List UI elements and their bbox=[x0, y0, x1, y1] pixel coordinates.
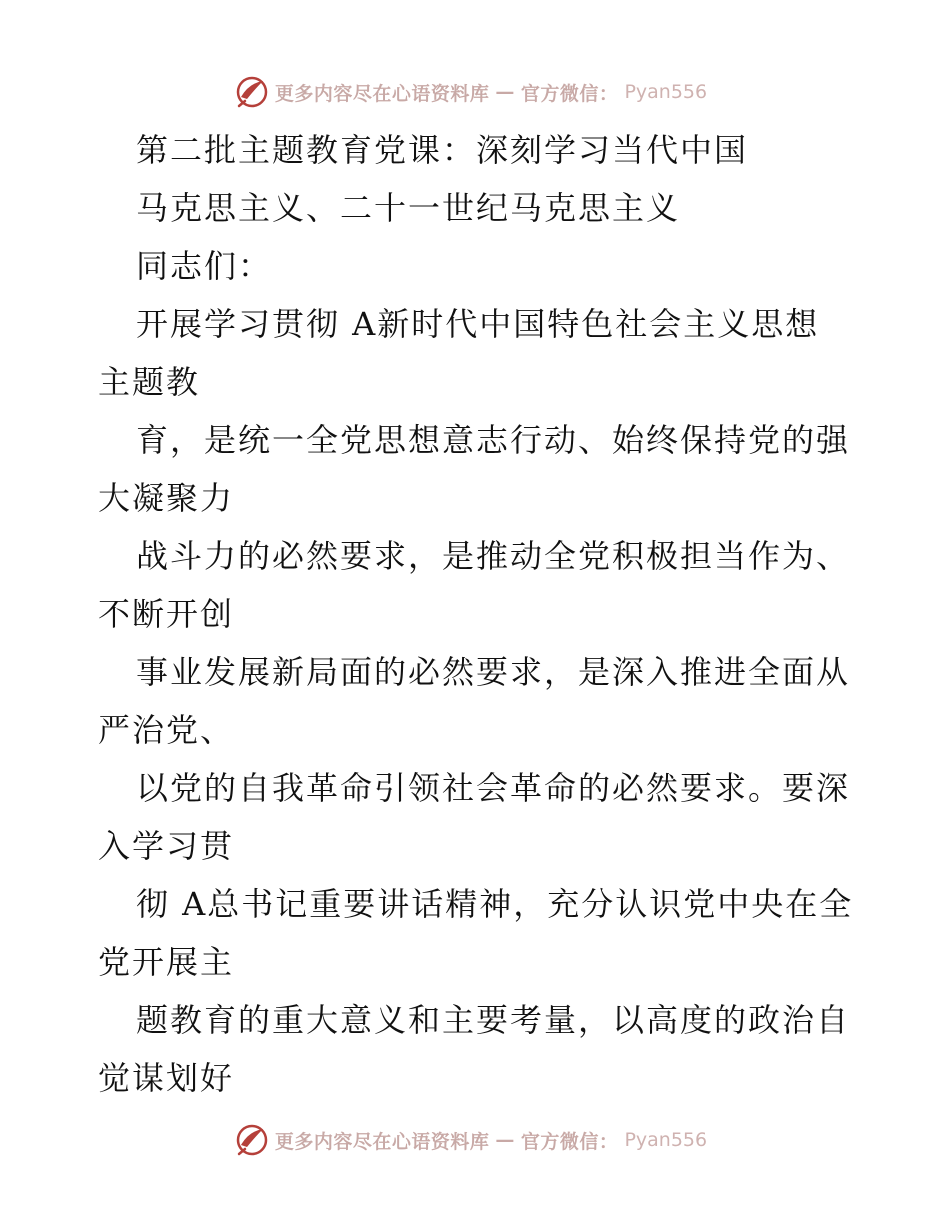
watermark-group bbox=[235, 75, 707, 109]
watermark-wechat-id: Pyan556 bbox=[624, 81, 708, 103]
body-line: 主题教 bbox=[98, 363, 201, 401]
watermark-dash: — bbox=[495, 81, 515, 103]
body-line: 彻 A总书记重要讲话精神，充分认识党中央在全 bbox=[136, 885, 854, 923]
document-title-line-2: 马克思主义、二十一世纪马克思主义 bbox=[136, 189, 681, 227]
watermark-dash: — bbox=[495, 1129, 515, 1151]
watermark-group bbox=[235, 1123, 707, 1157]
document-title-line-1: 第二批主题教育党课：深刻学习当代中国 bbox=[136, 131, 749, 169]
body-line: 以党的自我革命引领社会革命的必然要求。要深 bbox=[136, 769, 851, 807]
watermark-wechat-id: Pyan556 bbox=[624, 1129, 708, 1151]
body-line: 育，是统一全党思想意志行动、始终保持党的强 bbox=[136, 421, 851, 459]
body-line: 入学习贯 bbox=[98, 827, 235, 865]
watermark-site-text: 更多内容尽在心语资料库 bbox=[274, 82, 490, 105]
body-line: 不断开创 bbox=[98, 595, 235, 633]
watermark-site-text: 更多内容尽在心语资料库 bbox=[274, 1130, 490, 1153]
body-line: 党开展主 bbox=[98, 943, 235, 981]
body-line: 战斗力的必然要求，是推动全党积极担当作为、 bbox=[136, 537, 851, 575]
paragraph-body bbox=[98, 295, 858, 1107]
watermark-header bbox=[0, 72, 950, 112]
body-line: 开展学习贯彻 A新时代中国特色社会主义思想 bbox=[136, 305, 820, 343]
body-line: 题教育的重大意义和主要考量，以高度的政治自 bbox=[136, 1001, 851, 1039]
body-line: 严治党、 bbox=[98, 711, 235, 749]
body-line: 觉谋划好 bbox=[98, 1059, 235, 1097]
body-line: 大凝聚力 bbox=[98, 479, 235, 517]
salutation: 同志们： bbox=[136, 247, 273, 285]
watermark-footer bbox=[0, 1120, 950, 1160]
pen-nib-circle-icon bbox=[235, 75, 269, 109]
body-line: 事业发展新局面的必然要求，是深入推进全面从 bbox=[136, 653, 851, 691]
watermark-wechat-label: 官方微信： bbox=[520, 82, 619, 105]
watermark-wechat-label: 官方微信： bbox=[520, 1130, 619, 1153]
pen-nib-circle-icon bbox=[235, 1123, 269, 1157]
document-body bbox=[98, 121, 858, 1107]
